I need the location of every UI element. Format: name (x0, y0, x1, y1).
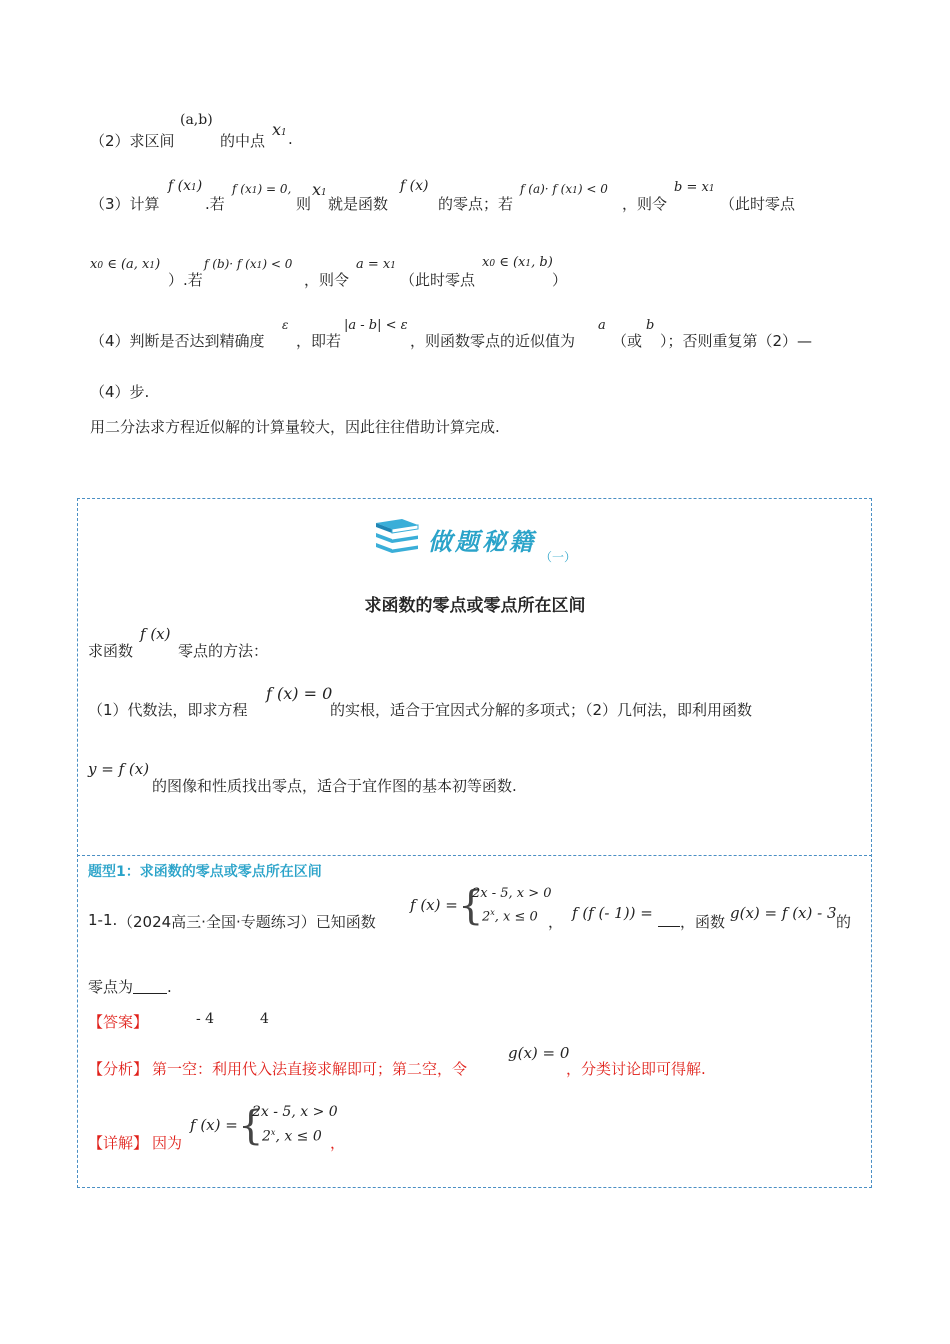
step-4-end: （4）步. (90, 383, 150, 401)
answer-2: 4 (260, 1011, 269, 1027)
blank-2[interactable] (133, 979, 167, 994)
step-3-cond-2: f (b)· f (x1) < 0 (204, 257, 293, 271)
answer-label: 【答案】 (88, 1013, 149, 1031)
step-4-line (90, 316, 850, 356)
problem-func-g-text: ，函数 (680, 913, 726, 931)
problem-case-1: 2x - 5, x > 0 (472, 886, 552, 901)
step-3-zero: 的零点；若 (438, 195, 514, 213)
step-4-epsilon: ε (282, 318, 289, 332)
problem-number: 1-1. (88, 911, 118, 929)
banner-subtitle: （一） (540, 550, 577, 564)
detail-case-2: 2$^x$, x ≤ 0 (262, 1128, 322, 1145)
step-3-close: ） (552, 271, 568, 289)
step-4-ji: ，即若 (296, 332, 342, 350)
problem-de: 的 (836, 913, 852, 931)
step-3-product: f (a)· f (x1) < 0 (520, 182, 608, 196)
step-3-x0-interval-b: x0 ∈ (x1, b) (482, 255, 553, 270)
step-3-note-2: （此时零点 (400, 271, 476, 289)
zero-text: 零点为 (88, 978, 134, 996)
type-title: 题型1：求函数的零点或零点所在区间 (88, 864, 322, 880)
step-4-label: （4）判断是否达到精确度 (90, 332, 265, 350)
problem-source: （2024高三·全国·专题练习）已知函数 (118, 913, 376, 931)
method-1-text-a: （1）代数法，即求方程 (88, 701, 248, 719)
step-2-text: 的中点 (220, 132, 266, 150)
step-4-or: （或 (612, 332, 643, 350)
answer-1: - 4 (196, 1011, 215, 1027)
intro-line (88, 625, 848, 665)
summary-text: 用二分法求方程近似解的计算量较大，因此往往借助计算完成. (90, 418, 500, 436)
step-2-interval: (a,b) (180, 112, 213, 128)
analysis-line (88, 1040, 848, 1080)
step-4-text-1: ，则函数零点的近似值为 (410, 332, 576, 350)
detail-comma: ， (330, 1134, 346, 1152)
step-3-assign-2: a = x1 (356, 257, 396, 272)
problem-brace: { (458, 883, 484, 929)
banner-title: 做题秘籍 (428, 528, 536, 556)
step-3-x0-interval-a: x0 ∈ (a, x1) (90, 257, 161, 272)
step-3-is: 就是函数 (328, 195, 389, 213)
step-3-label: （3）计算 (90, 195, 160, 213)
step-3-note: （此时零点 (720, 195, 796, 213)
detail-line (88, 1100, 848, 1156)
problem-fx: f (x) = (410, 896, 458, 914)
section-heading: 求函数的零点或零点所在区间 (364, 596, 586, 616)
method-2-line (88, 760, 848, 800)
problem-g-equation: g(x) = f (x) - 3 (730, 904, 837, 922)
detail-case-1: 2x - 5, x > 0 (252, 1104, 338, 1120)
method-2-equation: y = f (x) (88, 760, 150, 778)
step-3-cond: f (x1) = 0, (232, 182, 292, 196)
method-1-text-b: 的实根，适合于宜因式分解的多项式；（2）几何法，即利用函数 (330, 701, 753, 719)
step-2-label: （2）求区间 (90, 132, 175, 150)
step-3-x: x1 (312, 180, 327, 199)
step-3-ze: 则 (296, 195, 312, 213)
problem-line (88, 880, 868, 936)
answer-line (88, 1011, 148, 1032)
analysis-text-b: ，分类讨论即可得解. (566, 1060, 706, 1078)
problem-case-2: 2$^x$, x ≤ 0 (482, 908, 538, 925)
analysis-text-a: 第一空：利用代入法直接求解即可；第二空，令 (152, 1060, 468, 1078)
detail-label: 【详解】 (88, 1134, 149, 1152)
step-4-b: b (646, 318, 655, 333)
step-3-fx: f (x) (400, 178, 429, 194)
step-3-then: ，则令 (622, 195, 668, 213)
zero-line (88, 976, 172, 997)
book-stack-icon (372, 515, 422, 557)
detail-brace: { (238, 1103, 264, 1149)
step-4-a: a (598, 318, 606, 333)
step-3-line-2 (90, 255, 850, 295)
step-3-ruo: .若 (205, 195, 225, 213)
step-3-then-2: ，则令 (304, 271, 350, 289)
step-4-condition: |a - b| < ε (344, 318, 408, 333)
method-1-equation: f (x) = 0 (266, 684, 333, 703)
step-2-x: x1 (272, 120, 287, 139)
intro-fx: f (x) (140, 625, 171, 643)
step-3-ruo-2: ）.若 (168, 271, 203, 289)
problem-comma: ， (548, 913, 564, 931)
step-3-assign: b = x1 (674, 180, 715, 195)
problem-ff-neg1: f (f (- 1)) = (572, 904, 653, 922)
step-3-line-1 (90, 178, 850, 218)
tips-divider (77, 855, 872, 856)
detail-fx: f (x) = (190, 1116, 238, 1134)
detail-text-a: 因为 (152, 1134, 183, 1152)
analysis-label: 【分析】 (88, 1060, 149, 1078)
step-3-fx1: f (x1) (168, 178, 203, 194)
intro-text-b: 零点的方法： (178, 642, 269, 660)
intro-text-a: 求函数 (88, 642, 134, 660)
blank-1[interactable] (658, 911, 680, 929)
step-4-text-2: ）；否则重复第（2）— (660, 332, 813, 350)
method-1-line (88, 684, 848, 724)
method-2-text: 的图像和性质找出零点，适合于宜作图的基本初等函数. (152, 777, 517, 795)
zero-period: . (167, 978, 172, 996)
step-2-end: . (288, 130, 293, 148)
analysis-equation: g(x) = 0 (508, 1044, 570, 1062)
